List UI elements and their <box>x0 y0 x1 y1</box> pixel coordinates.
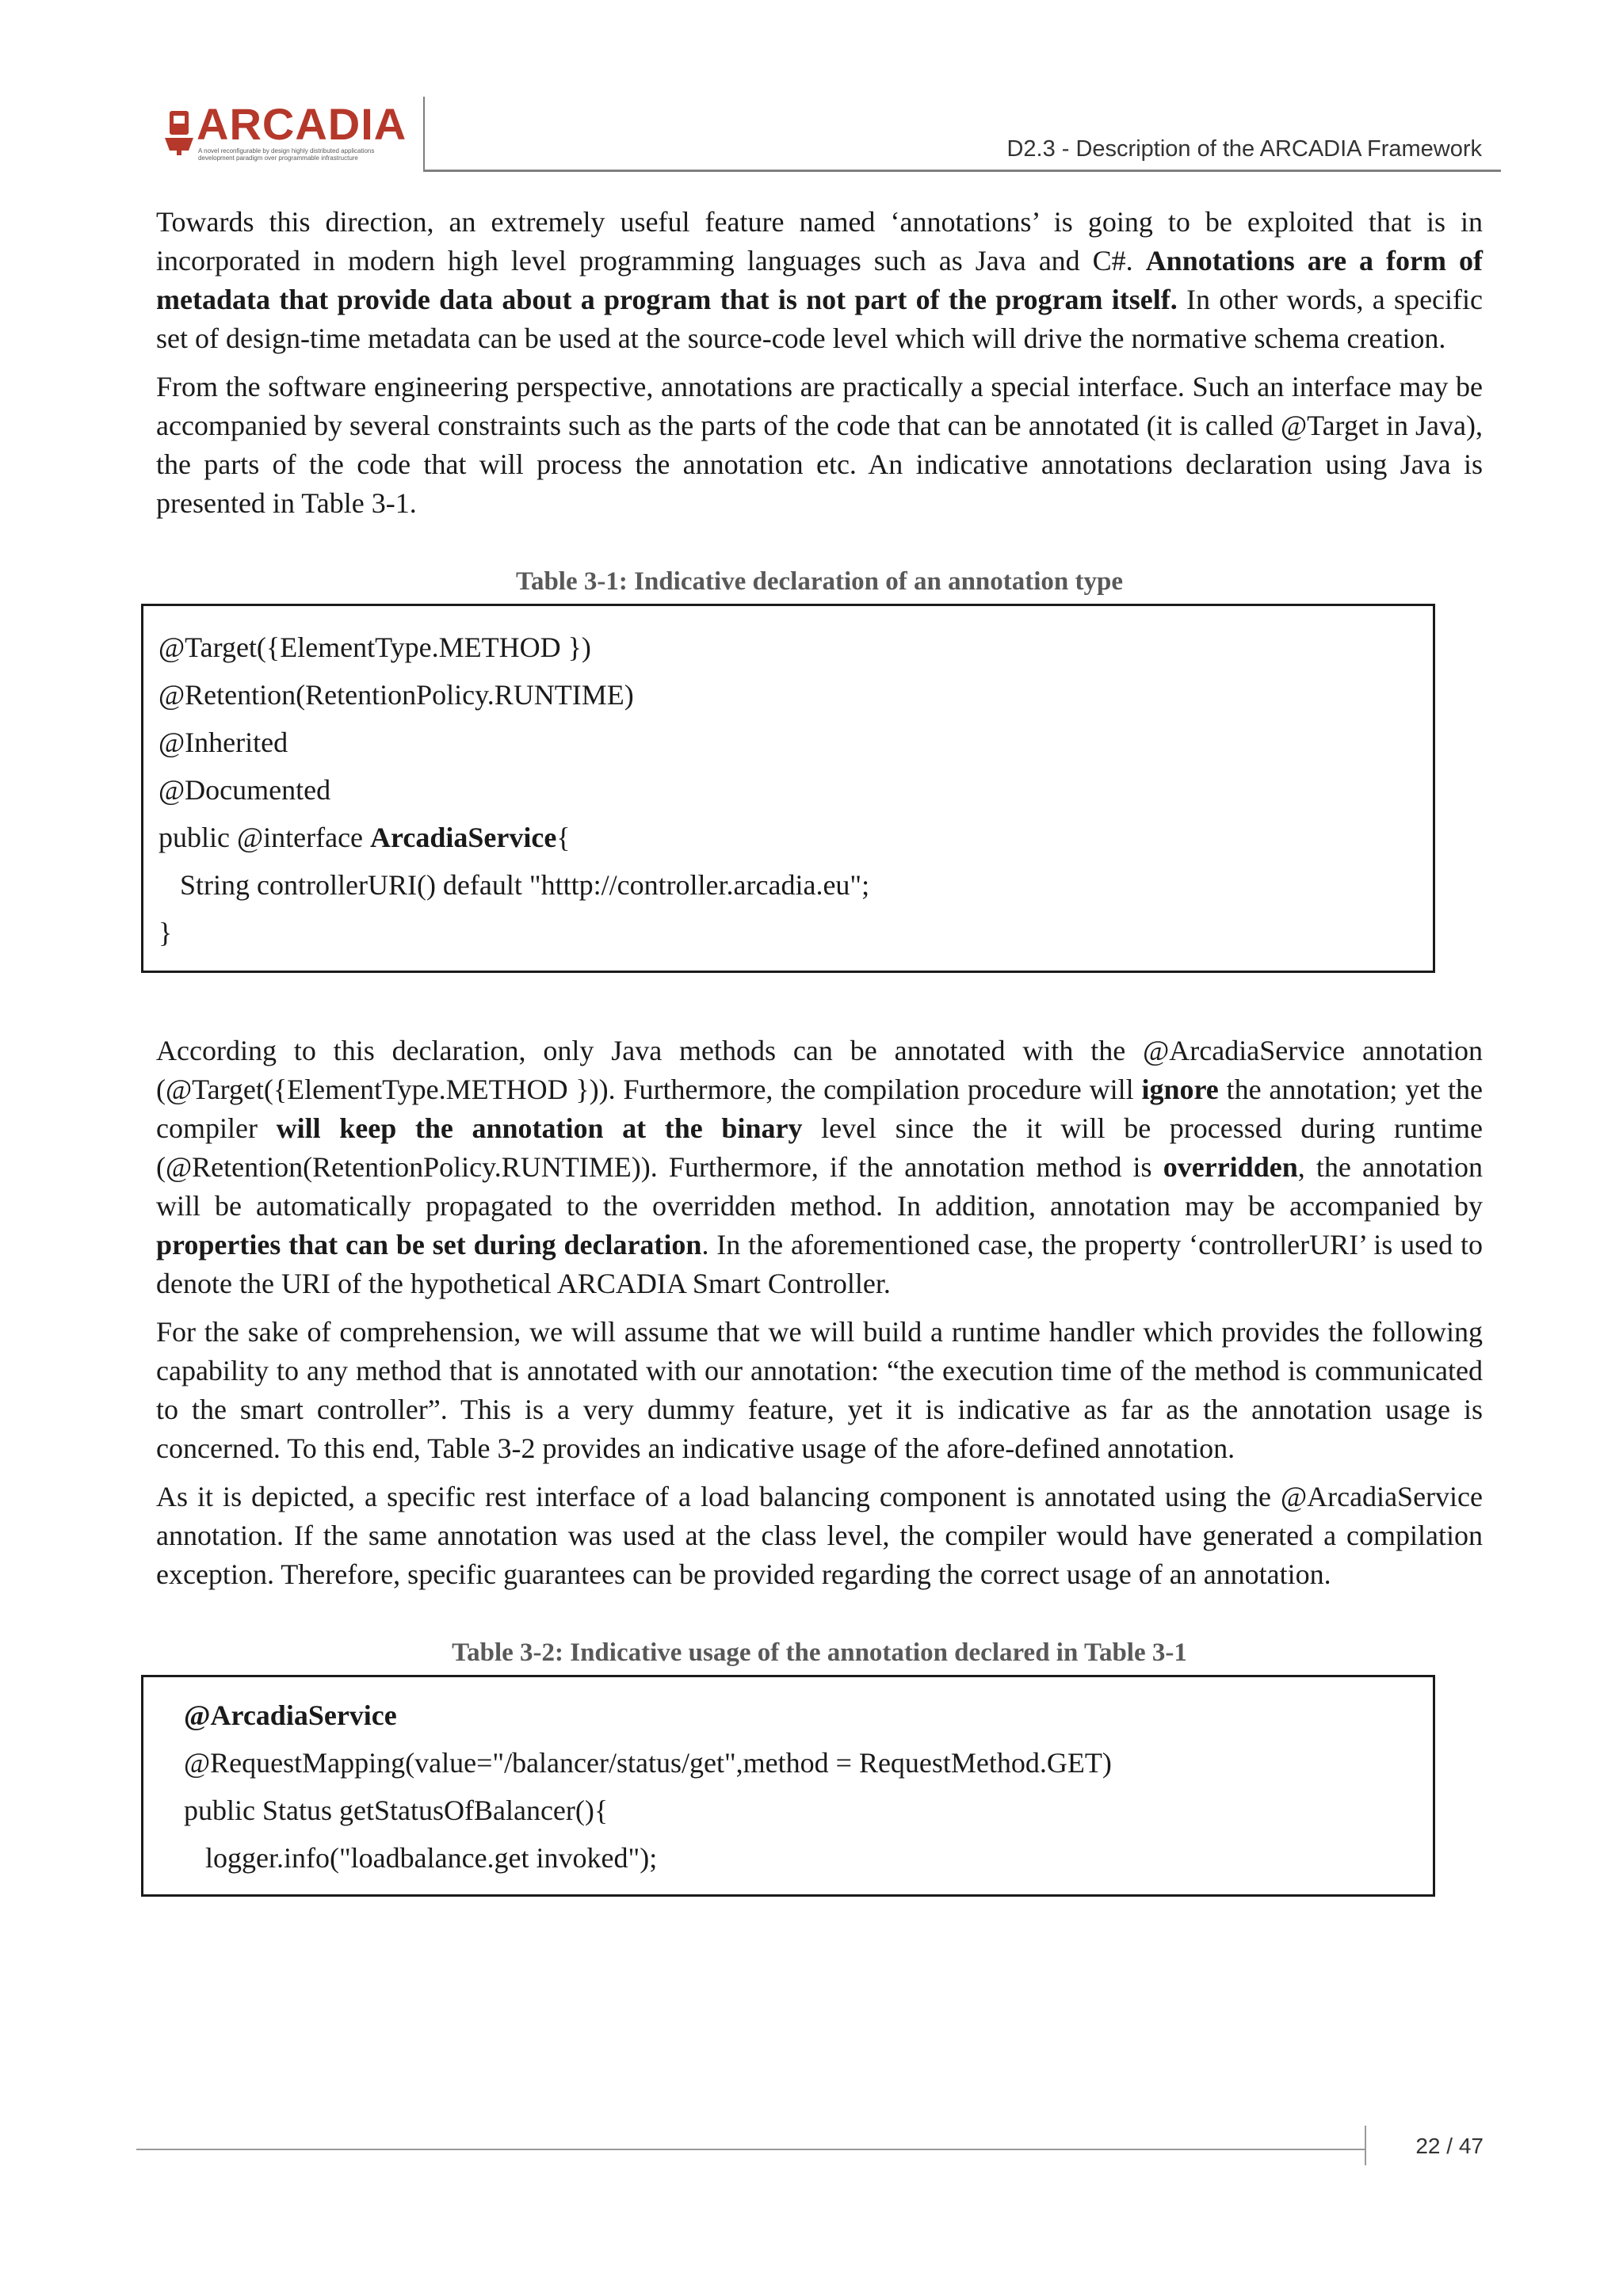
arcadia-logo <box>165 99 407 162</box>
footer-divider <box>136 2149 1365 2150</box>
document-title: D2.3 - Description of the ARCADIA Framework <box>1006 136 1482 162</box>
ship-icon <box>165 108 193 157</box>
paragraph-annotations-intro: Towards this direction, an extremely useful feature named ‘annotations’ is going to be exploited that is in incorporated in modern high level programming languages such as Java and C#. Annotations are a form of metadata that provide data about a program that is not part of the program itself. In other words, a specific set of design-time metadata can be used at the source-code level which will drive the normative schema creation. <box>156 206 1483 354</box>
table-3-1-code-box <box>141 604 1435 973</box>
page-content <box>156 203 1483 1897</box>
code-line: String controllerURI() default "htttp://controller.arcadia.eu"; <box>158 869 870 901</box>
code-line: @Retention(RetentionPolicy.RUNTIME) <box>158 679 634 711</box>
code-line: @RequestMapping(value="/balancer/status/get",method = RequestMethod.GET) <box>184 1747 1112 1779</box>
code-line: public @interface ArcadiaService{ <box>158 822 571 853</box>
code-line: @Inherited <box>158 727 288 758</box>
page-number: 22 / 47 <box>1415 2134 1484 2158</box>
code-line: } <box>158 917 173 948</box>
code-line: public Status getStatusOfBalancer(){ <box>184 1794 609 1826</box>
paragraph-rest-interface: As it is depicted, a specific rest interface of a load balancing component is annotated using the @ArcadiaService annotation. If the same annotation was used at the class level, the compiler would have generated a compilation exception. Therefore, specific guarantees can be provided regarding the correct usage of an annotation. <box>156 1481 1483 1590</box>
table-3-1-caption: Table 3-1: Indicative declaration of an annotation type <box>515 567 1124 596</box>
logo-tagline: A novel reconfigurable by design highly distributed applications development paradigm over programmable infrastructure <box>198 147 375 162</box>
code-line: @ArcadiaService <box>184 1699 397 1731</box>
header-divider-horizontal <box>423 170 1501 172</box>
paragraph-declaration-explanation: According to this declaration, only Java methods can be annotated with the @ArcadiaService annotation (@Target({ElementType.METHOD })). Furthermore, the compilation procedure will ignore the annotation; yet the compiler will keep the annotation at the binary level since the it will be processed during runtime (@Retention(RetentionPolicy.RUNTIME)). Furthermore, if the annotation method is overridden, the annotation will be automatically propagated to the overridden method. In addition, annotation may be accompanied by properties that can be set during declaration. In the aforementioned case, the property ‘controllerURI’ is used to denote the URI of the hypothetical ARCADIA Smart Controller. <box>156 1035 1483 1299</box>
table-3-2-caption: Table 3-2: Indicative usage of the annotation declared in Table 3-1 <box>452 1638 1187 1667</box>
header-divider-vertical <box>423 97 425 171</box>
code-line: @Documented <box>158 774 331 806</box>
code-line: @Target({ElementType.METHOD }) <box>158 631 591 663</box>
logo-wordmark: ARCADIA <box>197 99 407 149</box>
paragraph-runtime-handler: For the sake of comprehension, we will assume that we will build a runtime handler which provides the following capability to any method that is annotated with our annotation: “the execution time of the method is communicated to the smart controller”. This is a very dummy feature, yet it is indicative as far as the annotation usage is concerned. To this end, Table 3-2 provides an indicative usage of the afore-defined annotation. <box>156 1316 1483 1464</box>
paragraph-software-engineering: From the software engineering perspective, annotations are practically a special interface. Such an interface may be accompanied by several constraints such as the parts of the code that can be annotated (it is called @Target in Java), the parts of the code that will process the annotation etc. An indicative annotations declaration using Java is presented in Table 3-1. <box>156 371 1483 519</box>
footer-divider-vertical <box>1365 2126 1366 2165</box>
code-line: logger.info("loadbalance.get invoked"); <box>184 1842 658 1874</box>
table-3-2-code-box <box>141 1675 1435 1897</box>
